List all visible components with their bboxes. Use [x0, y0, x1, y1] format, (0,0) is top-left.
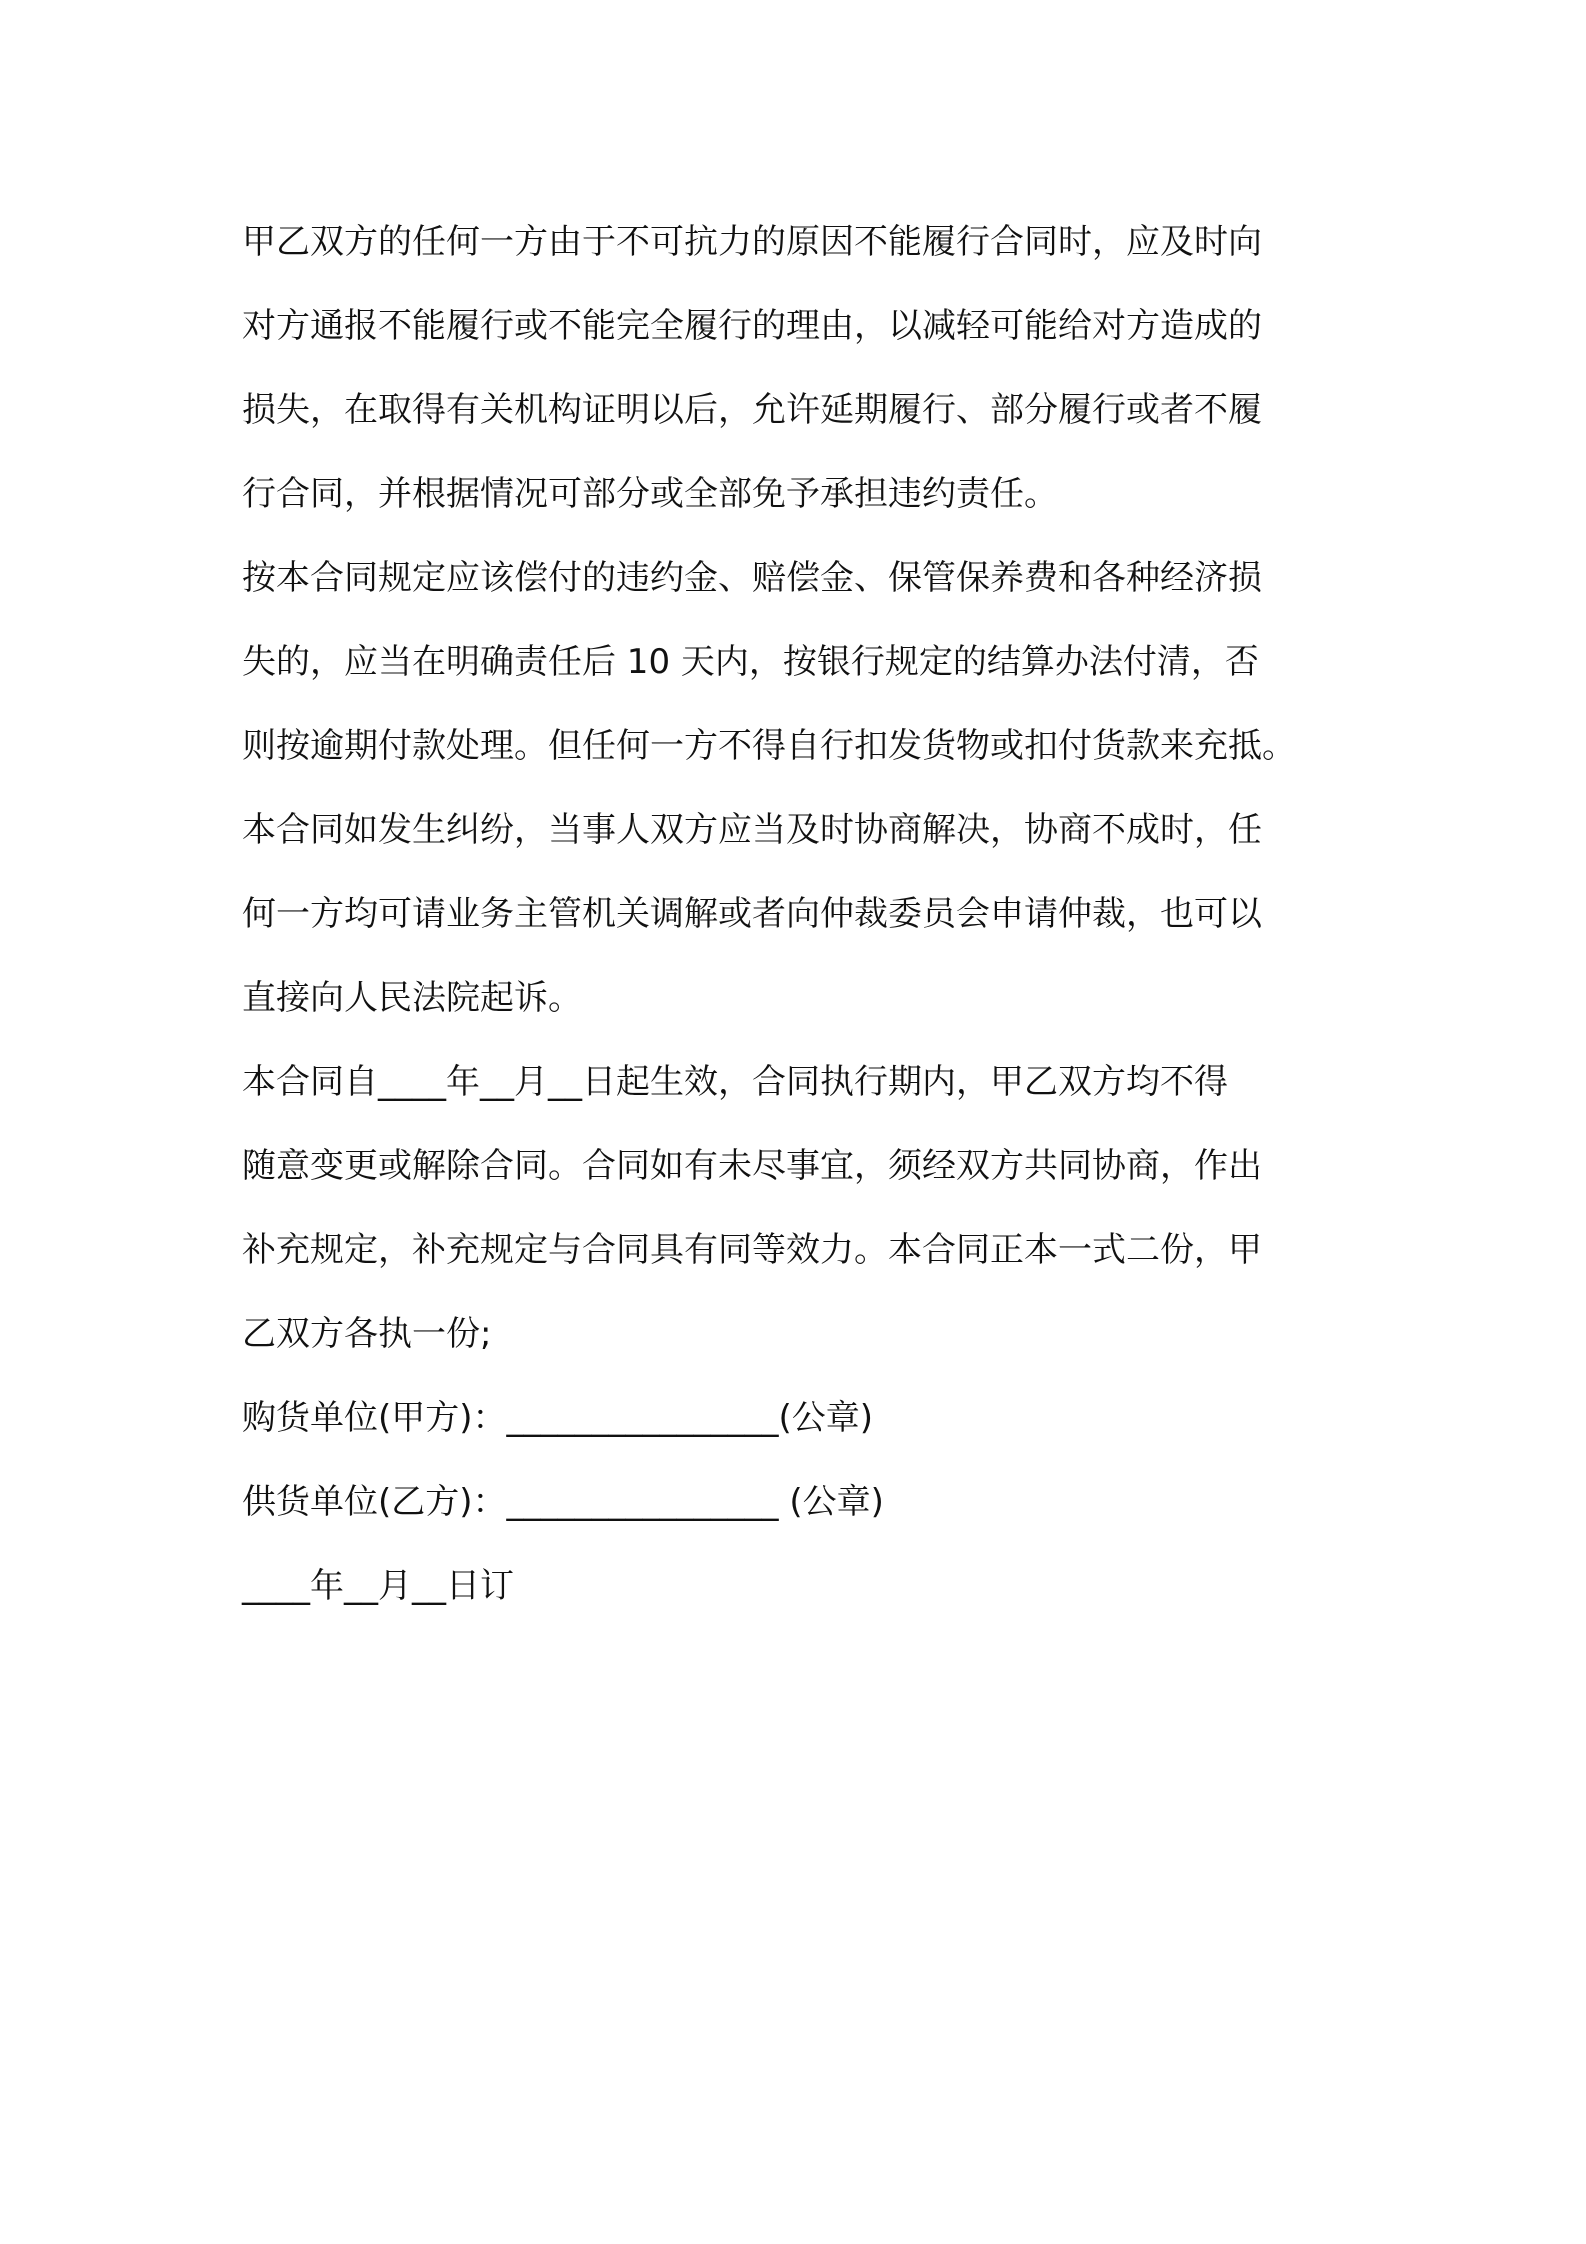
clause-line: 甲乙双方的任何一方由于不可抗力的原因不能履行合同时，应及时向 — [242, 222, 1262, 262]
document-body — [242, 200, 1362, 1628]
dispute-resolution-clause — [242, 788, 1362, 1040]
clause-line: 本合同如发生纠纷，当事人双方应当及时协商解决，协商不成时，任 — [242, 810, 1262, 850]
payment-of-damages-clause — [242, 536, 1362, 788]
clause-line: 补充规定，补充规定与合同具有同等效力。本合同正本一式二份，甲 — [242, 1230, 1262, 1270]
clause-line: 失的，应当在明确责任后 10 天内，按银行规定的结算办法付清，否 — [242, 642, 1259, 682]
clause-line: 乙双方各执一份; — [242, 1314, 492, 1354]
clause-line: 对方通报不能履行或不能完全履行的理由，以减轻可能给对方造成的 — [242, 306, 1262, 346]
clause-line: 损失，在取得有关机构证明以后，允许延期履行、部分履行或者不履 — [242, 390, 1262, 430]
clause-line: 按本合同规定应该偿付的违约金、赔偿金、保管保养费和各种经济损 — [242, 558, 1262, 598]
effective-date-clause — [242, 1040, 1362, 1376]
buyer-signature-line: 购货单位(甲方)：________________(公章) — [242, 1398, 874, 1438]
clause-line: 行合同，并根据情况可部分或全部免予承担违约责任。 — [242, 474, 1058, 514]
force-majeure-clause — [242, 200, 1362, 536]
clause-line: 直接向人民法院起诉。 — [242, 978, 582, 1018]
supplier-signature-line: 供货单位(乙方)：________________ (公章) — [242, 1482, 884, 1522]
clause-line: 本合同自____年__月__日起生效，合同执行期内，甲乙双方均不得 — [242, 1062, 1228, 1102]
signing-date-line: ____年__月__日订 — [242, 1566, 514, 1606]
clause-line: 何一方均可请业务主管机关调解或者向仲裁委员会申请仲裁，也可以 — [242, 894, 1262, 934]
clause-line: 则按逾期付款处理。但任何一方不得自行扣发货物或扣付货款来充抵。 — [242, 726, 1296, 766]
signature-block — [242, 1376, 1362, 1628]
clause-line: 随意变更或解除合同。合同如有未尽事宜，须经双方共同协商，作出 — [242, 1146, 1262, 1186]
